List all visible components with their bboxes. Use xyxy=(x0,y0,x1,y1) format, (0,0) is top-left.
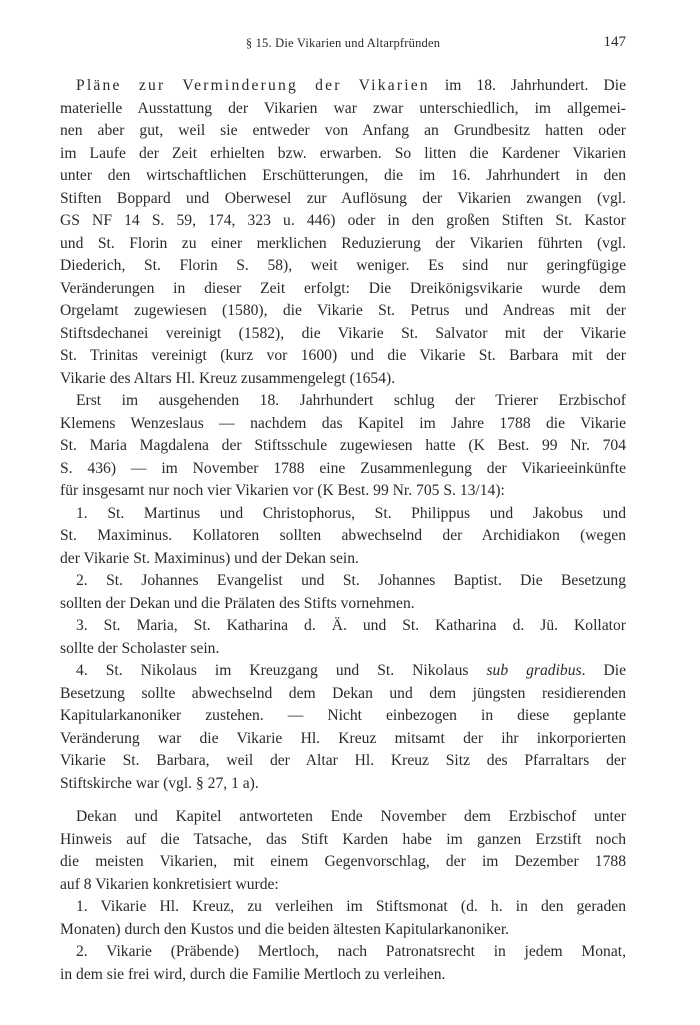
text-line xyxy=(60,964,626,987)
line-text: . Die xyxy=(581,662,627,679)
line-text: Veränderung war die Vikarie Hl. Kreuz mitsamt der ihr inkorporierten xyxy=(60,729,626,747)
text-line xyxy=(60,705,626,728)
paragraph-gap xyxy=(60,795,626,806)
text-line xyxy=(60,896,626,919)
text-line xyxy=(60,503,626,526)
text-line xyxy=(60,683,626,706)
line-text: Besetzung sollte abwechselnd dem Dekan und dem jüngsten residierenden xyxy=(60,684,626,702)
line-text: Stiftskirche war (vgl. § 27, 1 a). xyxy=(60,774,259,792)
line-text: für insgesamt nur noch vier Vikarien vor (K Best. 99 Nr. 705 S. 13/14): xyxy=(60,482,505,499)
line-text: der Vikarie St. Maximinus) und der Dekan sein. xyxy=(60,549,359,567)
text-line xyxy=(60,570,626,593)
line-text: nen aber gut, weil sie entweder von Anfang an Grundbesitz hatten oder xyxy=(60,122,626,139)
line-text: Veränderungen in dieser Zeit erfolgt: Die Dreikönigsvikarie wurde dem xyxy=(60,279,626,297)
text-line xyxy=(60,165,626,188)
text-line xyxy=(60,941,626,964)
line-text: die meisten Vikarien, mit einem Gegenvorschlag, der im Dezember 1788 xyxy=(60,853,626,870)
line-text: 3. St. Maria, St. Katharina d. Ä. und St. Katharina d. Jü. Kollator xyxy=(76,617,626,634)
line-text: Erst im ausgehenden 18. Jahrhundert schlug der Trierer Erzbischof xyxy=(76,392,626,409)
text-line xyxy=(60,300,626,323)
text-line xyxy=(60,75,626,98)
line-text: materielle Ausstattung der Vikarien war zwar unterschiedlich, im allgemei- xyxy=(60,99,626,117)
line-text: Diederich, St. Florin S. 58), weit weniger. Es sind nur geringfügige xyxy=(60,257,626,274)
text-line xyxy=(60,851,626,874)
line-text: im 18. Jahrhundert. Die xyxy=(429,77,626,94)
line-text: Vikarie des Altars Hl. Kreuz zusammengelegt (1654). xyxy=(60,369,396,387)
text-line xyxy=(60,750,626,773)
text-line xyxy=(60,638,626,661)
line-text: 1. St. Martinus und Christophorus, St. Philippus und Jakobus und xyxy=(76,504,626,522)
text-line xyxy=(60,919,626,942)
text-line xyxy=(60,806,626,829)
line-text: St. Maximinus. Kollatoren sollten abwechselnd der Archidiakon (wegen xyxy=(60,527,626,544)
line-text: Hinweis auf die Tatsache, das Stift Karden habe im ganzen Erzstift noch xyxy=(60,830,626,848)
text-line xyxy=(60,525,626,548)
text-line xyxy=(60,143,626,166)
text-line xyxy=(60,120,626,143)
line-text: im Laufe der Zeit erhielten bzw. erwarben. So litten die Kardener Vikarien xyxy=(60,144,626,162)
text-line xyxy=(60,615,626,638)
line-text: S. 436) — im November 1788 eine Zusammenlegung der Vikarieeinkünfte xyxy=(60,459,626,477)
line-text: Stiftsdechanei vereinigt (1582), die Vikarie St. Salvator mit der Vikarie xyxy=(60,324,626,342)
line-text: Kapitularkanoniker zustehen. — Nicht einbezogen in diese geplante xyxy=(60,707,626,724)
text-line xyxy=(60,660,626,683)
text-line xyxy=(60,345,626,368)
running-title: § 15. Die Vikarien und Altarpfründen xyxy=(245,36,441,50)
text-line xyxy=(60,210,626,233)
text-line xyxy=(60,874,626,897)
line-text: St. Maria Magdalena der Stiftsschule zugewiesen hatte (K Best. 99 Nr. 704 xyxy=(60,437,626,454)
line-text: und St. Florin zu einer merklichen Reduzierung der Vikarien führten (vgl. xyxy=(60,234,626,252)
text-line xyxy=(60,255,626,278)
text-line xyxy=(60,593,626,616)
text-line xyxy=(60,390,626,413)
italic-phrase: sub gradibus xyxy=(486,662,582,679)
line-text: sollte der Scholaster sein. xyxy=(60,639,220,657)
line-text: in dem sie frei wird, durch die Familie Mertloch zu verleihen. xyxy=(60,965,446,983)
text-line xyxy=(60,728,626,751)
page-header xyxy=(60,36,626,56)
text-line xyxy=(60,435,626,458)
text-line xyxy=(60,323,626,346)
line-text: Orgelamt zugewiesen (1580), die Vikarie St. Petrus und Andreas mit der xyxy=(60,302,626,319)
text-line xyxy=(60,548,626,571)
line-text: Stiften Boppard und Oberwesel zur Auflösung der Vikarien zwangen (vgl. xyxy=(60,189,626,207)
text-line xyxy=(60,480,626,503)
line-text: Dekan und Kapitel antworteten Ende November dem Erzbischof unter xyxy=(76,808,626,825)
body-text xyxy=(60,75,626,986)
spaced-heading: Pläne zur Verminderung der Vikarien xyxy=(76,77,430,94)
text-line xyxy=(60,458,626,481)
text-line xyxy=(60,413,626,436)
line-text: Monaten) durch den Kustos und die beiden ältesten Kapitularkanoniker. xyxy=(60,920,510,938)
line-text: Vikarie St. Barbara, weil der Altar Hl. Kreuz Sitz des Pfarraltars der xyxy=(60,752,626,769)
text-line xyxy=(60,368,626,391)
text-line xyxy=(60,188,626,211)
line-text: 1. Vikarie Hl. Kreuz, zu verleihen im Stiftsmonat (d. h. in den geraden xyxy=(76,898,626,915)
text-line xyxy=(60,278,626,301)
line-text: 2. Vikarie (Präbende) Mertloch, nach Patronatsrecht in jedem Monat, xyxy=(76,943,626,960)
line-text: 2. St. Johannes Evangelist und St. Johannes Baptist. Die Besetzung xyxy=(76,572,626,589)
line-text: 4. St. Nikolaus im Kreuzgang und St. Nikolaus xyxy=(76,662,487,679)
line-text: GS NF 14 S. 59, 174, 323 u. 446) oder in den großen Stiften St. Kastor xyxy=(60,212,626,229)
text-line xyxy=(60,773,626,796)
text-line xyxy=(60,829,626,852)
page-number: 147 xyxy=(603,34,626,50)
line-text: St. Trinitas vereinigt (kurz vor 1600) und die Vikarie St. Barbara mit der xyxy=(60,347,626,364)
line-text: unter den wirtschaftlichen Erschütterungen, die im 16. Jahrhundert in den xyxy=(60,167,626,184)
line-text: auf 8 Vikarien konkretisiert wurde: xyxy=(60,875,279,893)
line-text: Klemens Wenzeslaus — nachdem das Kapitel im Jahre 1788 die Vikarie xyxy=(60,414,626,432)
text-line xyxy=(60,98,626,121)
text-line xyxy=(60,233,626,256)
line-text: sollten der Dekan und die Prälaten des Stifts vornehmen. xyxy=(60,594,415,612)
